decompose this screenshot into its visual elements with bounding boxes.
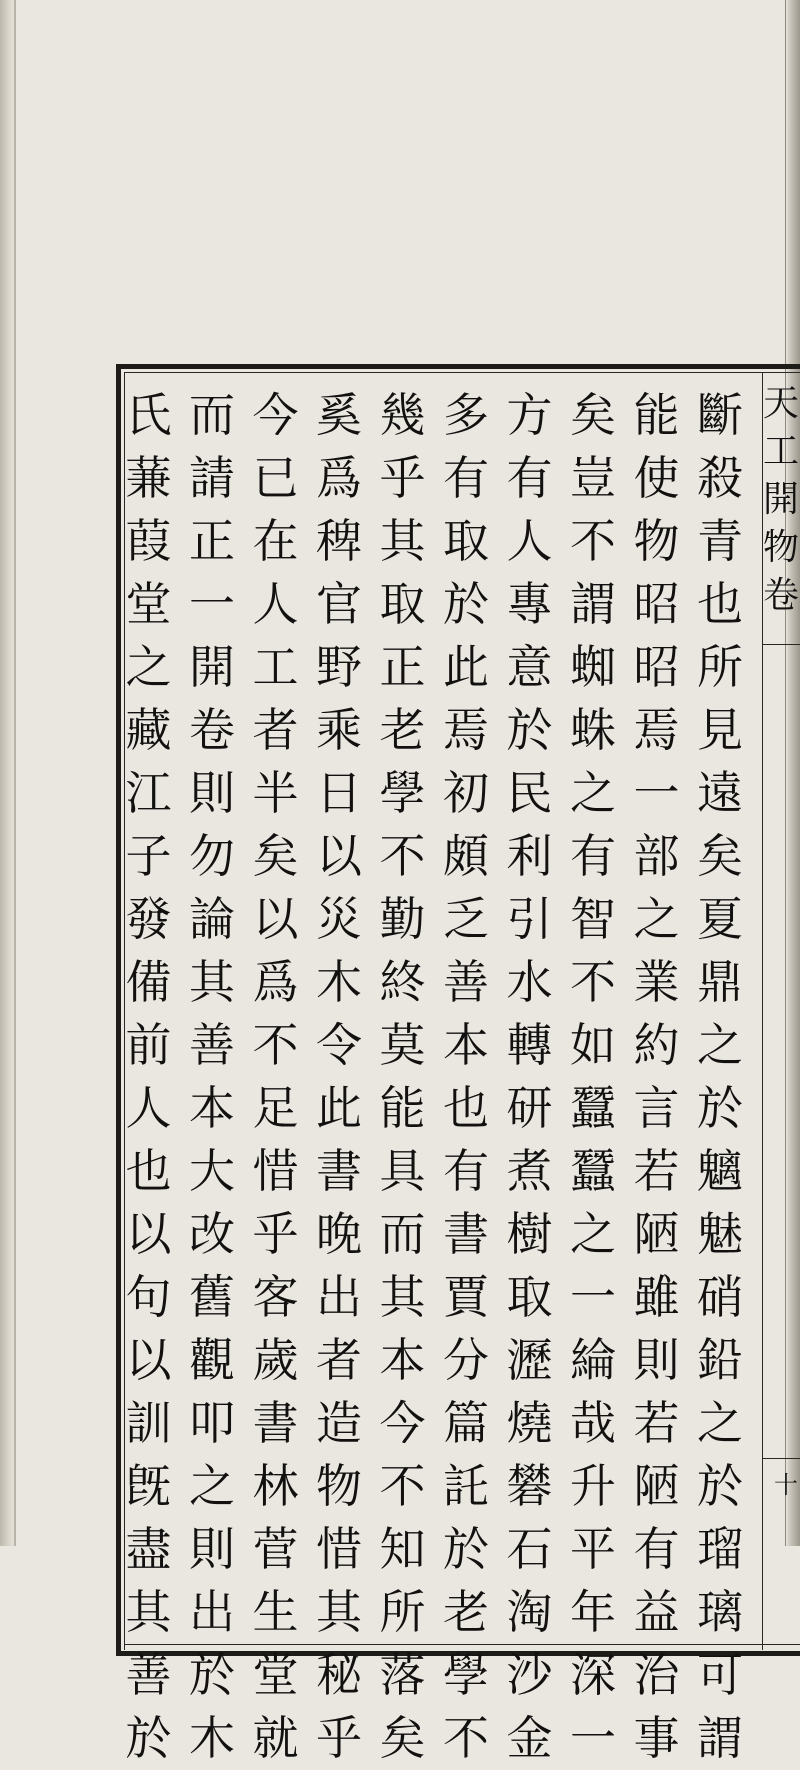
text-char: 平 [570,1522,616,1576]
text-char: 者 [252,703,299,757]
text-char: 已 [252,451,299,505]
text-char: 於 [506,703,553,757]
text-char: 遠 [697,766,743,820]
text-char: 使 [633,451,680,505]
text-char: 者 [316,1333,362,1387]
text-column [436,372,496,1765]
text-char: 乎 [316,1711,362,1765]
text-char: 野 [316,640,362,694]
text-char: 瀝 [506,1333,553,1387]
text-char: 出 [316,1270,362,1324]
text-char: 爲 [316,451,362,505]
text-char: 事 [633,1711,680,1765]
text-char: 有 [633,1522,680,1576]
text-char: 哉 [570,1396,616,1450]
text-char: 夏 [697,892,743,946]
text-char: 矣 [252,829,299,883]
text-char: 歲 [252,1333,299,1387]
text-char: 也 [697,577,743,631]
text-char: 句 [125,1270,172,1324]
text-char: 本 [379,1333,426,1387]
text-char: 煮 [506,1144,553,1198]
text-char: 轉 [506,1018,553,1072]
text-column [627,372,687,1765]
text-char: 惜 [316,1522,362,1576]
text-char: 日 [316,766,362,820]
text-column [373,372,433,1765]
text-char: 工 [252,640,299,694]
text-char: 有 [506,451,553,505]
text-char: 盡 [125,1522,172,1576]
text-char: 礬 [506,1459,553,1513]
text-char: 客 [252,1270,299,1324]
text-char: 足 [252,1081,299,1135]
text-char: 出 [189,1585,235,1639]
text-char: 惜 [252,1144,299,1198]
text-char: 深 [570,1648,616,1702]
text-char: 業 [633,955,680,1009]
text-char: 蜘 [570,640,616,694]
text-char: 燒 [506,1396,553,1450]
text-char: 頗 [443,829,489,883]
text-char: 災 [316,892,362,946]
text-char: 不 [379,1459,426,1513]
text-char: 利 [506,829,553,883]
text-char: 璃 [697,1585,743,1639]
text-char: 昭 [633,640,680,694]
text-char: 一 [570,1270,616,1324]
text-char: 託 [443,1459,489,1513]
text-char: 引 [506,892,553,946]
text-char: 以 [252,892,299,946]
text-char: 叩 [189,1396,235,1450]
text-char: 之 [570,1207,616,1261]
text-char: 矣 [570,388,616,442]
text-char: 本 [189,1081,235,1135]
text-char: 益 [633,1585,680,1639]
text-char: 人 [252,577,299,631]
text-char: 堂 [125,577,172,631]
text-char: 造 [316,1396,362,1450]
text-char: 若 [633,1144,680,1198]
text-char: 焉 [633,703,680,757]
text-char: 在 [252,514,299,568]
text-char: 學 [443,1648,489,1702]
text-char: 治 [633,1648,680,1702]
text-char: 之 [125,640,172,694]
text-char: 淘 [506,1585,553,1639]
text-char: 金 [506,1711,553,1765]
text-char: 落 [379,1648,426,1702]
text-char: 官 [316,577,362,631]
text-char: 半 [252,766,299,820]
text-char: 蠶 [570,1144,616,1198]
text-char: 正 [379,640,426,694]
center-divider [762,1458,800,1459]
text-char: 所 [379,1585,426,1639]
text-char: 篇 [443,1396,489,1450]
text-column [182,372,242,1765]
center-divider [762,644,800,645]
text-char: 於 [443,577,489,631]
text-column [563,372,623,1765]
text-char: 於 [697,1081,743,1135]
text-char: 如 [570,1018,616,1072]
text-char: 就 [252,1711,299,1765]
text-char: 謂 [697,1711,743,1765]
text-char: 其 [316,1585,362,1639]
text-char: 之 [697,1396,743,1450]
text-char: 不 [570,955,616,1009]
text-char: 爲 [252,955,299,1009]
text-char: 卷 [189,703,235,757]
text-char: 子 [125,829,172,883]
text-char: 雖 [633,1270,680,1324]
text-char: 論 [189,892,235,946]
text-char: 善 [125,1648,172,1702]
text-char: 其 [379,1270,426,1324]
text-char: 石 [506,1522,553,1576]
text-char: 其 [379,514,426,568]
text-char: 於 [443,1522,489,1576]
text-char: 於 [697,1459,743,1513]
text-char: 以 [125,1333,172,1387]
text-char: 改 [189,1207,235,1261]
text-char: 則 [633,1333,680,1387]
text-char: 學 [379,766,426,820]
text-char: 人 [125,1081,172,1135]
text-column [246,372,306,1765]
text-char: 昭 [633,577,680,631]
text-char: 書 [316,1144,362,1198]
column-glyphs [119,372,179,1770]
text-char: 一 [570,1711,616,1765]
text-char: 請 [189,451,235,505]
text-char: 蠶 [570,1081,616,1135]
text-char: 硝 [697,1270,743,1324]
text-char: 江 [125,766,172,820]
text-char: 秘 [316,1648,362,1702]
text-char: 也 [443,1081,489,1135]
text-char: 之 [633,892,680,946]
text-char: 青 [697,514,743,568]
text-char: 書 [252,1396,299,1450]
text-char: 本 [443,1018,489,1072]
text-char: 備 [125,955,172,1009]
text-char: 鉛 [697,1333,743,1387]
column-glyphs [182,372,242,1770]
text-char: 莫 [379,1018,426,1072]
text-char: 若 [633,1396,680,1450]
text-char: 方 [506,388,553,442]
title-char: 開 [762,479,799,520]
text-char: 訓 [125,1396,172,1450]
text-char: 而 [189,388,235,442]
text-column [500,372,560,1765]
text-char: 取 [506,1270,553,1324]
text-char: 於 [189,1648,235,1702]
text-char: 一 [633,766,680,820]
column-glyphs [627,372,687,1770]
text-char: 不 [443,1711,489,1765]
text-column [119,372,179,1765]
text-char: 之 [697,1018,743,1072]
column-glyphs [690,372,750,1770]
text-char: 斷 [697,388,743,442]
text-char: 奚 [316,388,362,442]
text-char: 分 [443,1333,489,1387]
text-char: 舊 [189,1270,235,1324]
text-char: 林 [252,1459,299,1513]
text-char: 矣 [379,1711,426,1765]
text-char: 意 [506,640,553,694]
text-char: 乏 [443,892,489,946]
text-char: 殺 [697,451,743,505]
text-char: 令 [316,1018,362,1072]
title-char: 工 [762,431,799,472]
text-char: 乎 [379,451,426,505]
text-char: 升 [570,1459,616,1513]
book-title [762,380,800,620]
text-char: 以 [125,1207,172,1261]
binding-gutter [0,0,14,1546]
text-char: 於 [125,1711,172,1765]
text-char: 鼎 [697,955,743,1009]
text-char: 不 [252,1018,299,1072]
text-char: 不 [379,829,426,883]
column-glyphs [436,372,496,1770]
text-char: 智 [570,892,616,946]
text-char: 則 [189,1522,235,1576]
text-char: 樹 [506,1207,553,1261]
text-char: 具 [379,1144,426,1198]
page-number: 十 [774,1471,798,1499]
text-char: 則 [189,766,235,820]
text-char: 瑠 [697,1522,743,1576]
text-char: 葭 [125,514,172,568]
text-char: 陋 [633,1207,680,1261]
text-char: 書 [443,1207,489,1261]
text-char: 魑 [697,1144,743,1198]
text-char: 發 [125,892,172,946]
text-char: 也 [125,1144,172,1198]
column-glyphs [500,372,560,1770]
column-glyphs [373,372,433,1770]
text-char: 取 [443,514,489,568]
text-char: 能 [633,388,680,442]
text-char: 不 [570,514,616,568]
text-char: 約 [633,1018,680,1072]
text-char: 菅 [252,1522,299,1576]
text-char: 老 [379,703,426,757]
text-char: 部 [633,829,680,883]
text-char: 一 [189,577,235,631]
text-char: 物 [633,514,680,568]
text-char: 謂 [570,577,616,631]
text-char: 豈 [570,451,616,505]
text-char: 勤 [379,892,426,946]
text-char: 矣 [697,829,743,883]
text-char: 知 [379,1522,426,1576]
text-char: 而 [379,1207,426,1261]
text-column [690,372,750,1765]
text-char: 堂 [252,1648,299,1702]
text-char: 魅 [697,1207,743,1261]
text-char: 勿 [189,829,235,883]
text-char: 賈 [443,1270,489,1324]
text-char: 開 [189,640,235,694]
text-char: 能 [379,1081,426,1135]
text-char: 蛛 [570,703,616,757]
text-char: 乎 [252,1207,299,1261]
title-char: 卷 [762,575,799,616]
text-char: 生 [252,1585,299,1639]
text-char: 可 [697,1648,743,1702]
text-char: 多 [443,388,489,442]
text-char: 老 [443,1585,489,1639]
text-char: 終 [379,955,426,1009]
text-char: 乘 [316,703,362,757]
text-char: 研 [506,1081,553,1135]
text-char: 物 [316,1459,362,1513]
text-char: 人 [506,514,553,568]
text-char: 所 [697,640,743,694]
text-column [309,372,369,1765]
column-glyphs [246,372,306,1770]
text-char: 此 [316,1081,362,1135]
text-char: 有 [443,451,489,505]
column-glyphs [563,372,623,1770]
title-char: 天 [762,383,799,424]
text-char: 前 [125,1018,172,1072]
text-char: 木 [189,1711,235,1765]
text-char: 有 [570,829,616,883]
text-char: 大 [189,1144,235,1198]
text-char: 氏 [125,388,172,442]
text-char: 焉 [443,703,489,757]
text-char: 年 [570,1585,616,1639]
text-char: 陋 [633,1459,680,1513]
text-char: 綸 [570,1333,616,1387]
text-char: 木 [316,955,362,1009]
text-char: 其 [125,1585,172,1639]
text-char: 言 [633,1081,680,1135]
text-char: 見 [697,703,743,757]
text-char: 旣 [125,1459,172,1513]
title-char: 物 [762,527,799,568]
text-char: 其 [189,955,235,1009]
text-char: 善 [189,1018,235,1072]
text-char: 今 [379,1396,426,1450]
text-char: 正 [189,514,235,568]
text-char: 今 [252,388,299,442]
text-char: 有 [443,1144,489,1198]
text-char: 以 [316,829,362,883]
text-char: 善 [443,955,489,1009]
text-char: 水 [506,955,553,1009]
text-char: 民 [506,766,553,820]
text-char: 專 [506,577,553,631]
text-char: 之 [189,1459,235,1513]
text-char: 藏 [125,703,172,757]
text-char: 蒹 [125,451,172,505]
gutter-edge [14,0,16,1546]
text-char: 晚 [316,1207,362,1261]
center-column [762,372,800,1644]
text-char: 初 [443,766,489,820]
text-char: 此 [443,640,489,694]
text-char: 觀 [189,1333,235,1387]
text-char: 稗 [316,514,362,568]
text-char: 之 [570,766,616,820]
text-char: 取 [379,577,426,631]
text-char: 沙 [506,1648,553,1702]
column-glyphs [309,372,369,1770]
text-char: 幾 [379,388,426,442]
